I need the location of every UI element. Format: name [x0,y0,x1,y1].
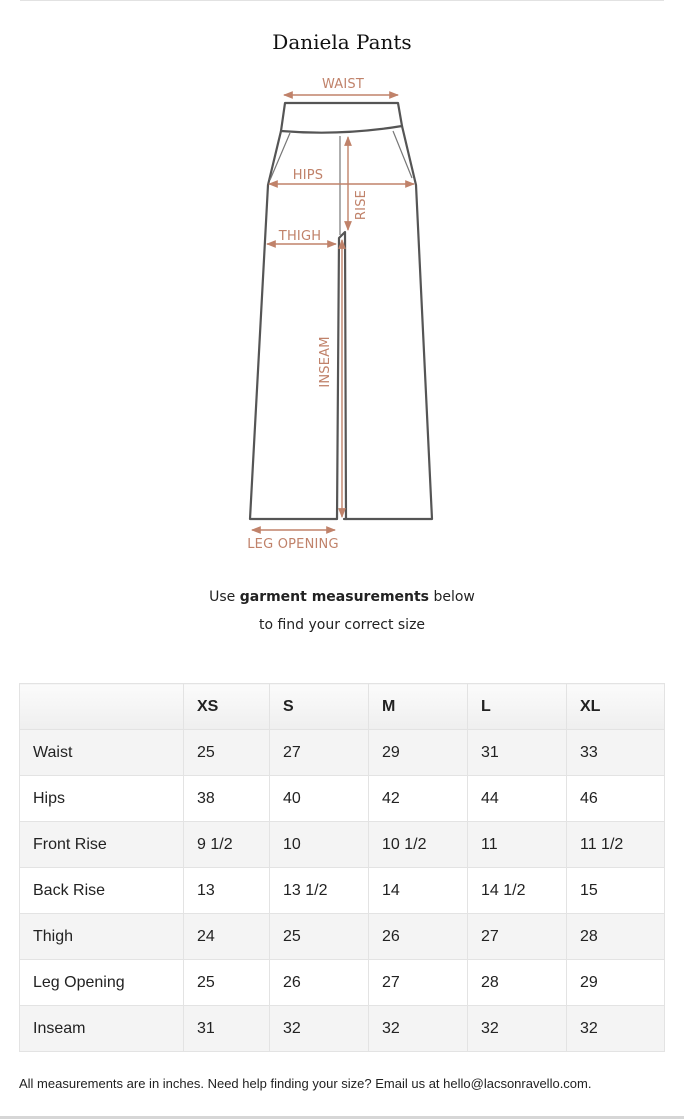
table-cell: 15 [567,868,665,914]
table-header-cell: XL [567,684,665,730]
table-cell: 42 [369,776,468,822]
table-cell: 13 1/2 [270,868,369,914]
table-cell: 26 [369,914,468,960]
table-cell: 28 [468,960,567,1006]
table-row [20,822,665,868]
table-cell: 29 [369,730,468,776]
table-row [20,914,665,960]
table-row [20,776,665,822]
table-cell: 28 [567,914,665,960]
left-leg [250,131,346,519]
table-cell: 14 [369,868,468,914]
size-chart-table [19,683,665,1052]
rise-label: RISE [354,189,369,221]
waistband [281,103,402,133]
leg-opening-label: LEG OPENING [247,537,339,552]
table-cell: 13 [184,868,270,914]
row-label: Inseam [20,1006,184,1052]
table-header-cell [20,684,184,730]
table-cell: 31 [468,730,567,776]
waist-label: WAIST [321,77,365,92]
row-label: Front Rise [20,822,184,868]
table-cell: 26 [270,960,369,1006]
table-cell: 24 [184,914,270,960]
table-header-cell: L [468,684,567,730]
table-cell: 14 1/2 [468,868,567,914]
table-header-cell: M [369,684,468,730]
table-cell: 11 [468,822,567,868]
table-cell: 25 [270,914,369,960]
table-cell: 44 [468,776,567,822]
right-leg [344,126,432,519]
row-label: Leg Opening [20,960,184,1006]
table-cell: 10 [270,822,369,868]
table-cell: 32 [567,1006,665,1052]
table-cell: 46 [567,776,665,822]
table-cell: 25 [184,730,270,776]
table-cell: 29 [567,960,665,1006]
table-cell: 38 [184,776,270,822]
table-row [20,960,665,1006]
hips-label: HIPS [292,168,324,183]
instructions-line-1 [0,589,684,605]
inseam-label: INSEAM [318,336,333,388]
table-cell: 27 [468,914,567,960]
table-cell: 33 [567,730,665,776]
table-cell: 10 1/2 [369,822,468,868]
table-cell: 27 [270,730,369,776]
row-label: Waist [20,730,184,776]
table-cell: 9 1/2 [184,822,270,868]
row-label: Thigh [20,914,184,960]
row-label: Back Rise [20,868,184,914]
table-cell: 27 [369,960,468,1006]
table-header-cell: S [270,684,369,730]
table-row [20,730,665,776]
thigh-label: THIGH [278,229,322,244]
table-cell: 25 [184,960,270,1006]
table-cell: 32 [369,1006,468,1052]
left-pocket [270,133,290,180]
table-row [20,1006,665,1052]
table-row [20,868,665,914]
instructions-suffix: below [433,589,475,605]
row-label: Hips [20,776,184,822]
table-cell: 32 [270,1006,369,1052]
table-cell: 32 [468,1006,567,1052]
pants-details [270,131,412,235]
table-header-cell: XS [184,684,270,730]
measure-lines [252,95,414,530]
table-cell: 31 [184,1006,270,1052]
product-title: Daniela Pants [272,30,412,54]
measurement-note: All measurements are in inches. Need help finding your size? Email us at hello@lacsonravello.com. [19,1076,592,1091]
instructions-emphasis: garment measurements [239,589,430,605]
pants-outline [250,103,432,519]
table-header-row [20,684,665,730]
table-cell: 11 1/2 [567,822,665,868]
table-cell: 40 [270,776,369,822]
instructions-prefix: Use [209,589,236,605]
instructions-line-2: to find your correct size [258,617,426,633]
